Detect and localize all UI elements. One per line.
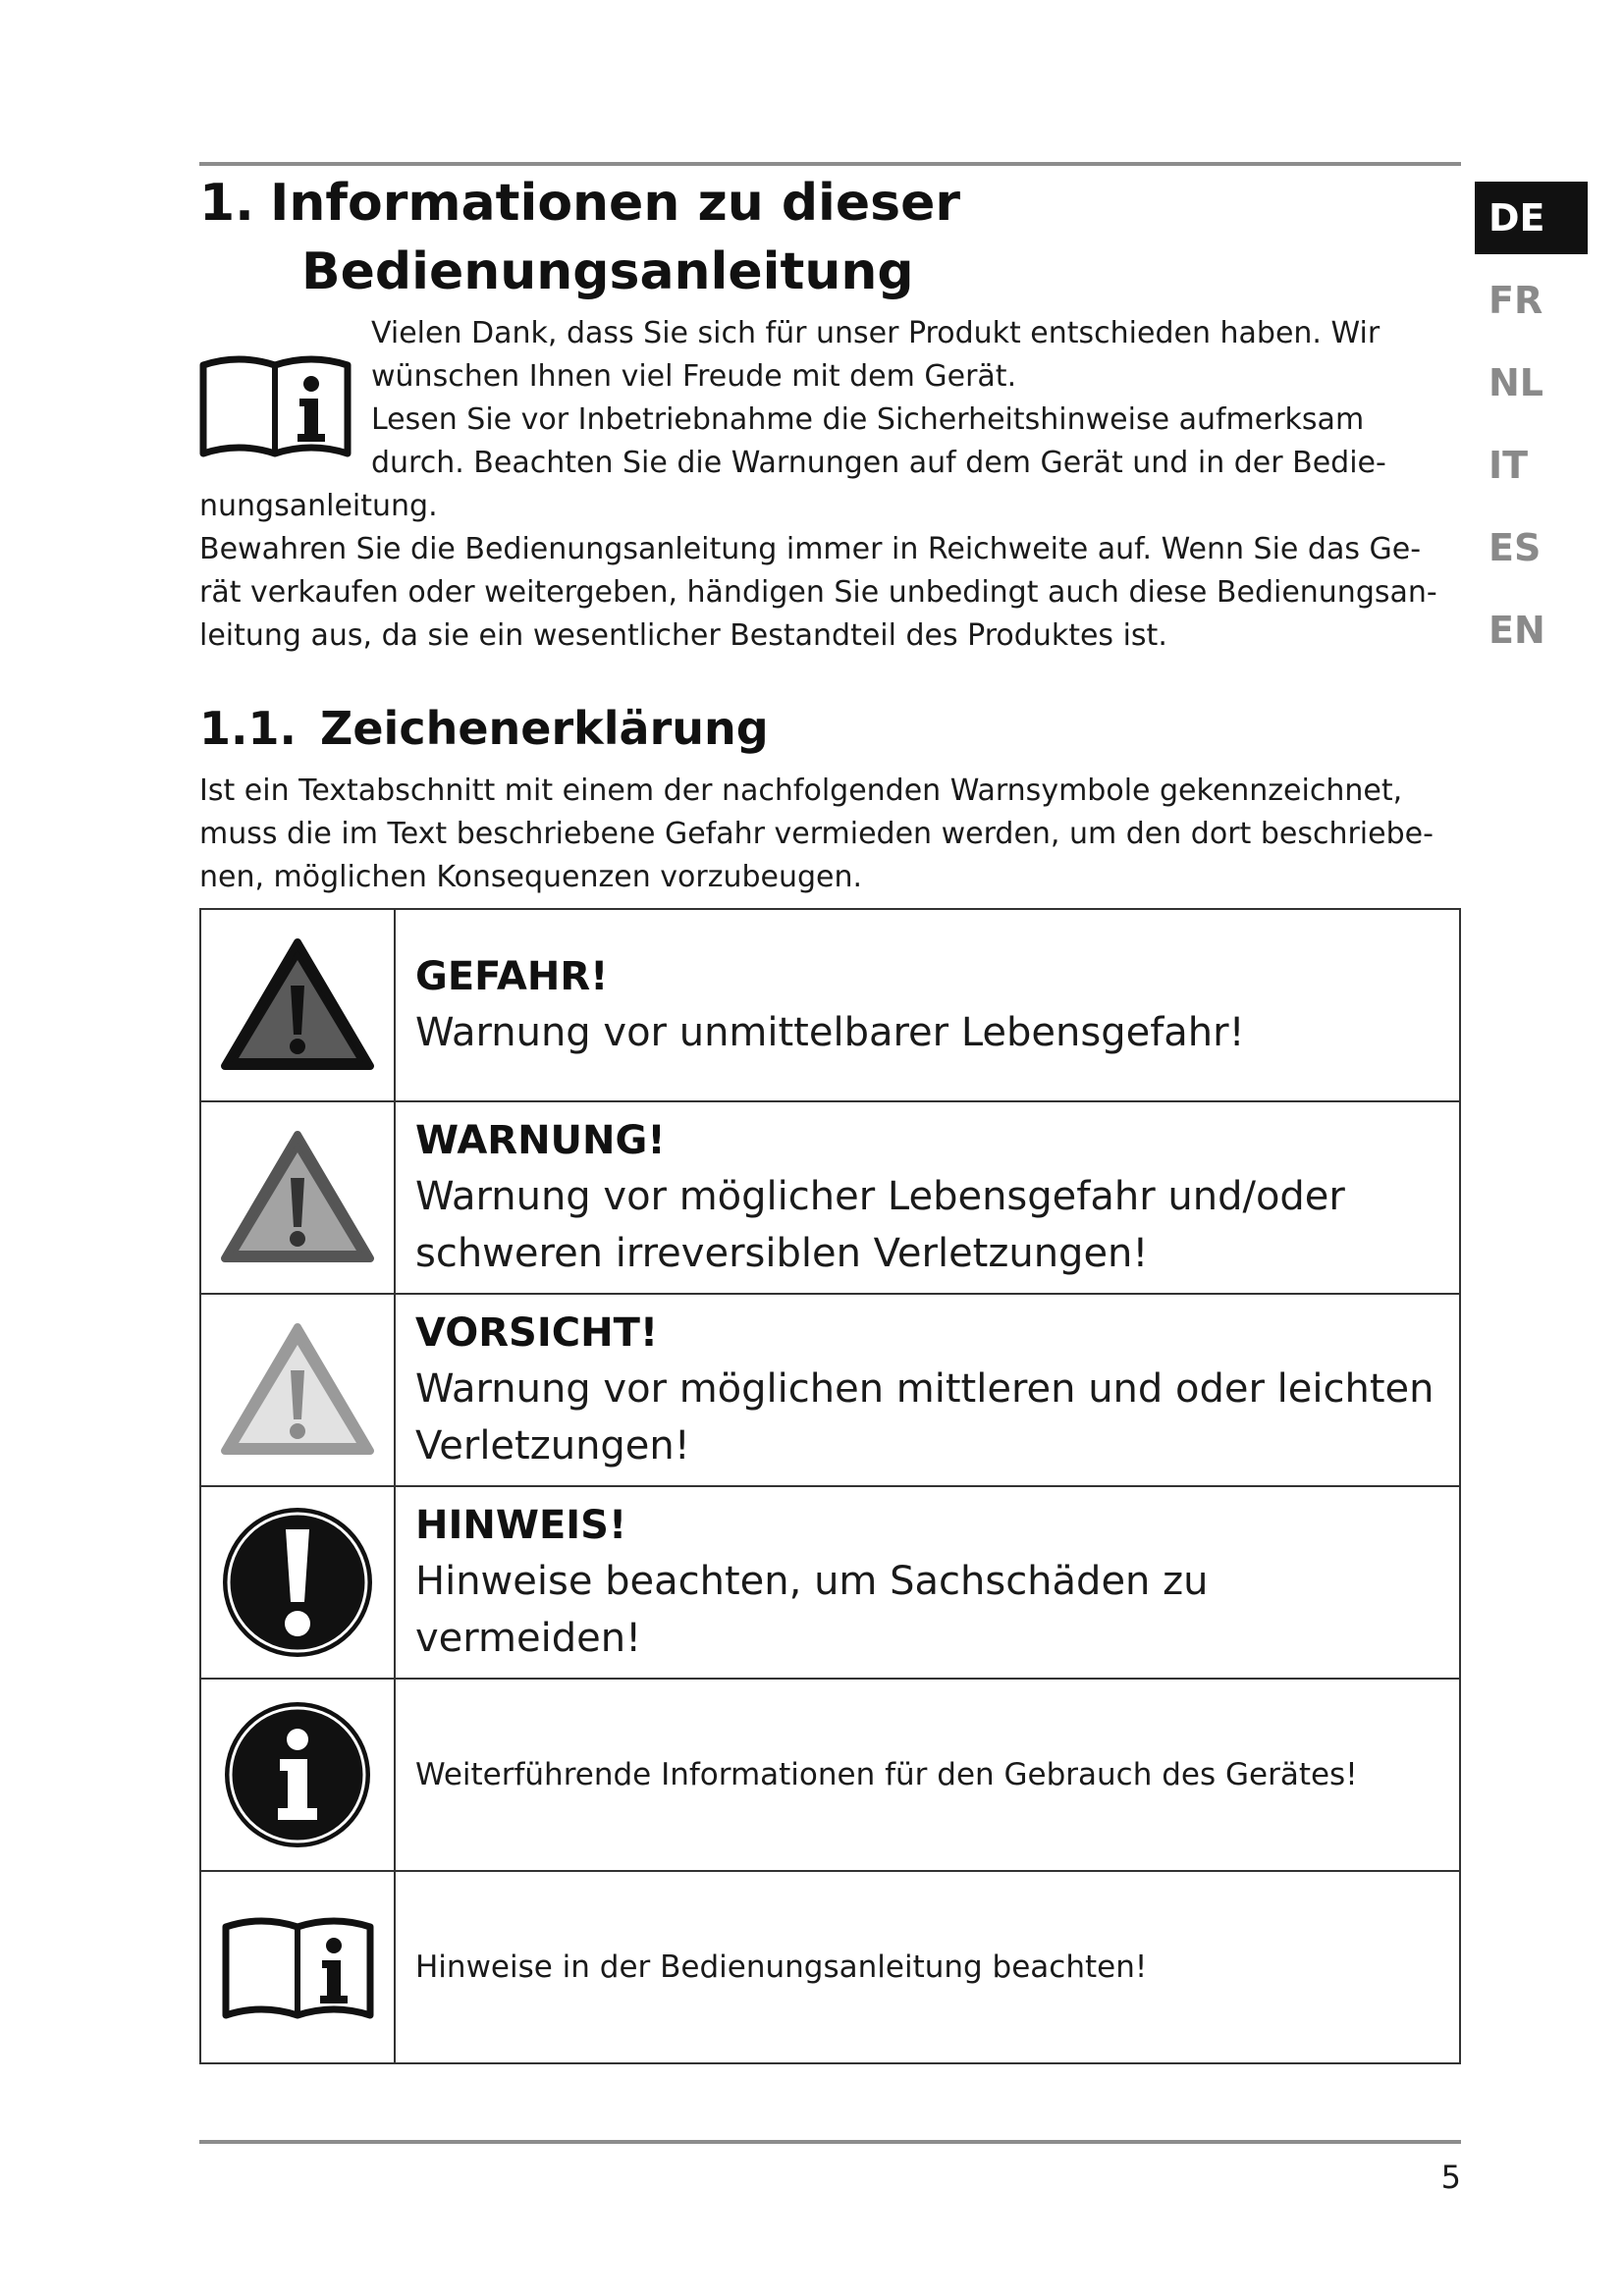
table-row: [200, 1101, 1460, 1294]
symbol-desc-line-2: schweren irreversiblen Verletzungen!: [415, 1231, 1149, 1276]
section-title: [199, 699, 769, 758]
intro-p2-line-2: rät verkaufen oder weitergeben, händigen Sie unbedingt auch diese Bedienungsan-: [199, 575, 1437, 610]
chapter-title-line2: Bedienungsanleitung: [301, 242, 914, 301]
section-title-text: Zeichenerklärung: [320, 702, 769, 755]
intro-p2-line-1: Bewahren Sie die Bedienungsanleitung immer in Reichweite auf. Wenn Sie das Ge-: [199, 532, 1422, 566]
tab-it[interactable]: IT: [1489, 444, 1529, 487]
symbol-icon-cell: [200, 1679, 395, 1871]
bottom-rule: [199, 2140, 1461, 2144]
intro-section: [199, 312, 1461, 658]
symbol-icon-cell: [200, 1101, 395, 1294]
symbol-icon-cell: [200, 1486, 395, 1679]
intro-line-4: durch. Beachten Sie die Warnungen auf dem Gerät und in der Bedie-: [371, 446, 1386, 480]
intro-p2-line-3: leitung aus, da sie ein wesentlicher Bestandteil des Produktes ist.: [199, 618, 1167, 653]
intro-line-2: wünschen Ihnen viel Freude mit dem Gerät.: [371, 359, 1017, 394]
manual-info-icon: [199, 351, 352, 459]
symbol-desc: Warnung vor unmittelbarer Lebensgefahr!: [415, 1010, 1245, 1055]
page-number: 5: [1440, 2159, 1461, 2196]
tab-fr[interactable]: FR: [1489, 279, 1543, 322]
symbol-icon-cell: [200, 1871, 395, 2063]
caution-triangle-icon: [219, 1321, 376, 1459]
warning-triangle-icon: [219, 1129, 376, 1266]
notice-exclamation-icon: [219, 1504, 376, 1661]
symbol-desc: Hinweise in der Bedienungsanleitung beachten!: [415, 1949, 1148, 1985]
chapter-title: [199, 169, 1378, 306]
symbol-table: [199, 908, 1461, 2064]
symbol-desc-line-2: Verletzungen!: [415, 1423, 690, 1468]
table-row: [200, 1871, 1460, 2063]
language-tabs: [1475, 182, 1588, 676]
chapter-title-line1: Informationen zu dieser: [270, 174, 961, 233]
danger-triangle-icon: [219, 936, 376, 1074]
symbol-desc: Weiterführende Informationen für den Gebrauch des Gerätes!: [415, 1757, 1358, 1792]
symbol-text-cell: [395, 1101, 1460, 1294]
top-rule: [199, 162, 1461, 166]
symbol-icon-cell: [200, 909, 395, 1101]
tab-en[interactable]: EN: [1489, 609, 1545, 652]
symbol-desc-line-1: Warnung vor möglicher Lebensgefahr und/oder: [415, 1174, 1345, 1219]
table-row: [200, 1486, 1460, 1679]
symbol-text-cell: [395, 1871, 1460, 2063]
symbol-title: VORSICHT!: [415, 1310, 659, 1356]
symbol-text-cell: [395, 909, 1460, 1101]
table-row: [200, 1294, 1460, 1486]
info-circle-icon: [221, 1698, 374, 1851]
section-text: [199, 770, 1466, 899]
tab-de[interactable]: DE: [1475, 182, 1588, 254]
symbol-desc-line-1: Warnung vor möglichen mittleren und oder leichten: [415, 1366, 1435, 1412]
section-text-line-2: muss die im Text beschriebene Gefahr vermieden werden, um den dort beschriebe-: [199, 817, 1434, 851]
symbol-text-cell: [395, 1679, 1460, 1871]
symbol-icon-cell: [200, 1294, 395, 1486]
symbol-title: HINWEIS!: [415, 1503, 627, 1548]
intro-line-3: Lesen Sie vor Inbetriebnahme die Sicherheitshinweise aufmerksam: [371, 402, 1365, 437]
section-number: 1.1.: [199, 702, 297, 755]
tab-nl[interactable]: NL: [1489, 361, 1544, 404]
tab-es[interactable]: ES: [1489, 526, 1542, 569]
section-text-line-1: Ist ein Textabschnitt mit einem der nachfolgenden Warnsymbole gekennzeichnet,: [199, 774, 1403, 808]
table-row: [200, 909, 1460, 1101]
intro-line-1: Vielen Dank, dass Sie sich für unser Produkt entschieden haben. Wir: [371, 316, 1380, 350]
table-row: [200, 1679, 1460, 1871]
manual-info-icon: [222, 1913, 374, 2021]
intro-line-5: nungsanleitung.: [199, 489, 438, 523]
chapter-number: 1.: [199, 174, 254, 233]
symbol-title: WARNUNG!: [415, 1118, 666, 1163]
symbol-title: GEFAHR!: [415, 954, 609, 999]
section-text-line-3: nen, möglichen Konsequenzen vorzubeugen.: [199, 860, 863, 894]
symbol-text-cell: [395, 1486, 1460, 1679]
symbol-text-cell: [395, 1294, 1460, 1486]
symbol-desc: Hinweise beachten, um Sachschäden zu vermeiden!: [415, 1559, 1209, 1661]
